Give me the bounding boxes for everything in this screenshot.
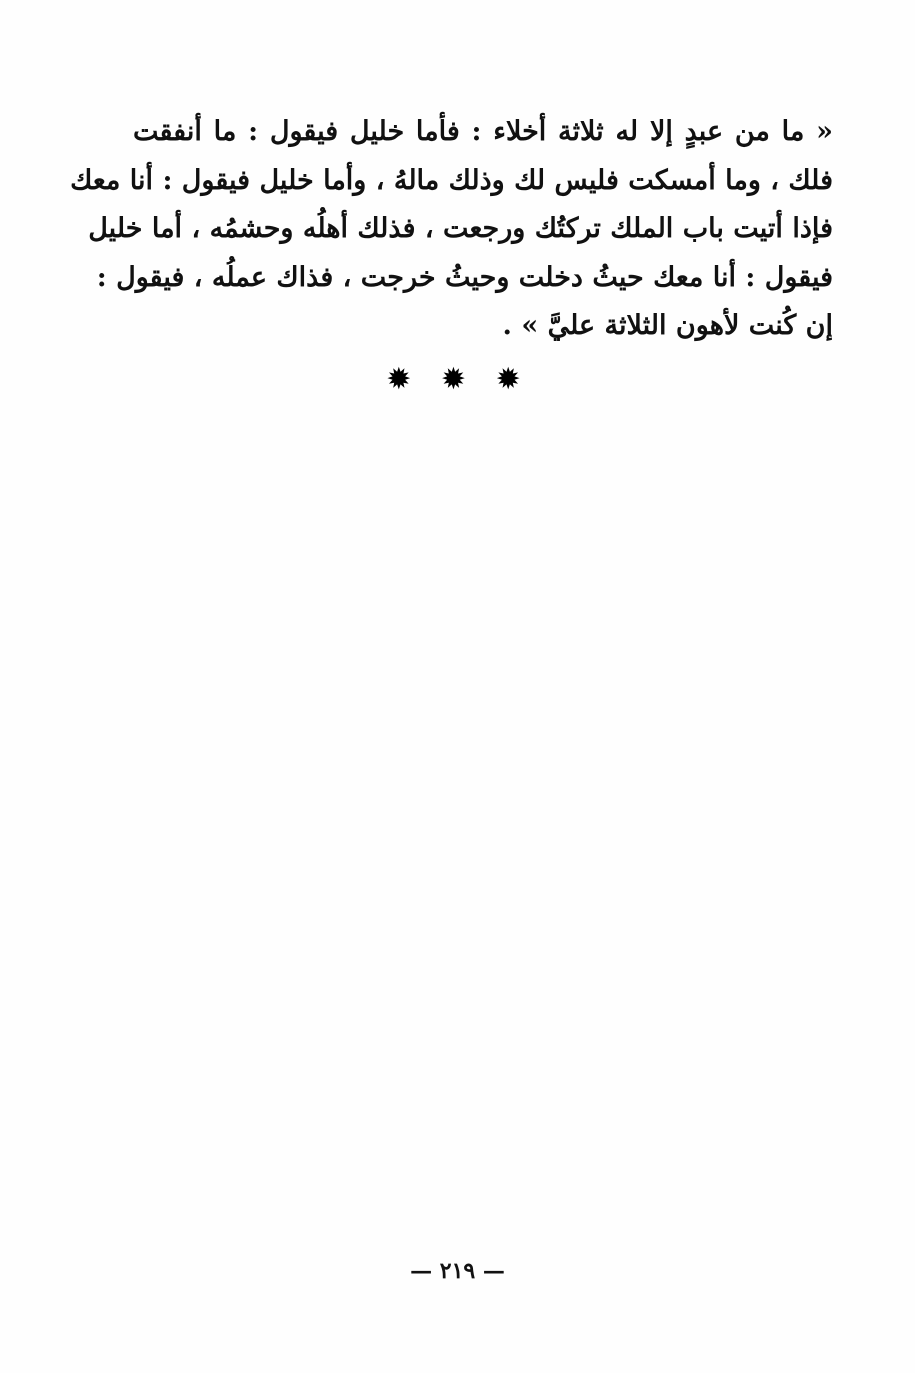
hadith-text [70, 108, 833, 351]
star-ornament-icon: ✹ [386, 362, 420, 397]
star-ornament-icon: ✹ [440, 362, 475, 397]
section-separator [0, 362, 915, 398]
star-ornament-icon: ✹ [495, 362, 529, 397]
text-line-1: « ما من عبدٍ إلا له ثلاثة أخلاء : فأما خليل فيقول : ما أنفقت [133, 116, 833, 147]
text-line-2: فلك ، وما أمسكت فليس لك وذلك مالهُ ، وأما خليل فيقول : أنا معك [70, 164, 833, 196]
text-line-4: فيقول : أنا معك حيثُ دخلت وحيثُ خرجت ، فذاك عملُه ، فيقول : [96, 261, 833, 293]
page-number: — ٢١٩ — [410, 1258, 505, 1284]
text-line-3: فإذا أتيت باب الملك تركتُك ورجعت ، فذلك أهلُه وحشمُه ، أما خليل [88, 213, 833, 244]
text-line-5: إن كُنت لأهون الثلاثة عليَّ » . [502, 310, 833, 341]
